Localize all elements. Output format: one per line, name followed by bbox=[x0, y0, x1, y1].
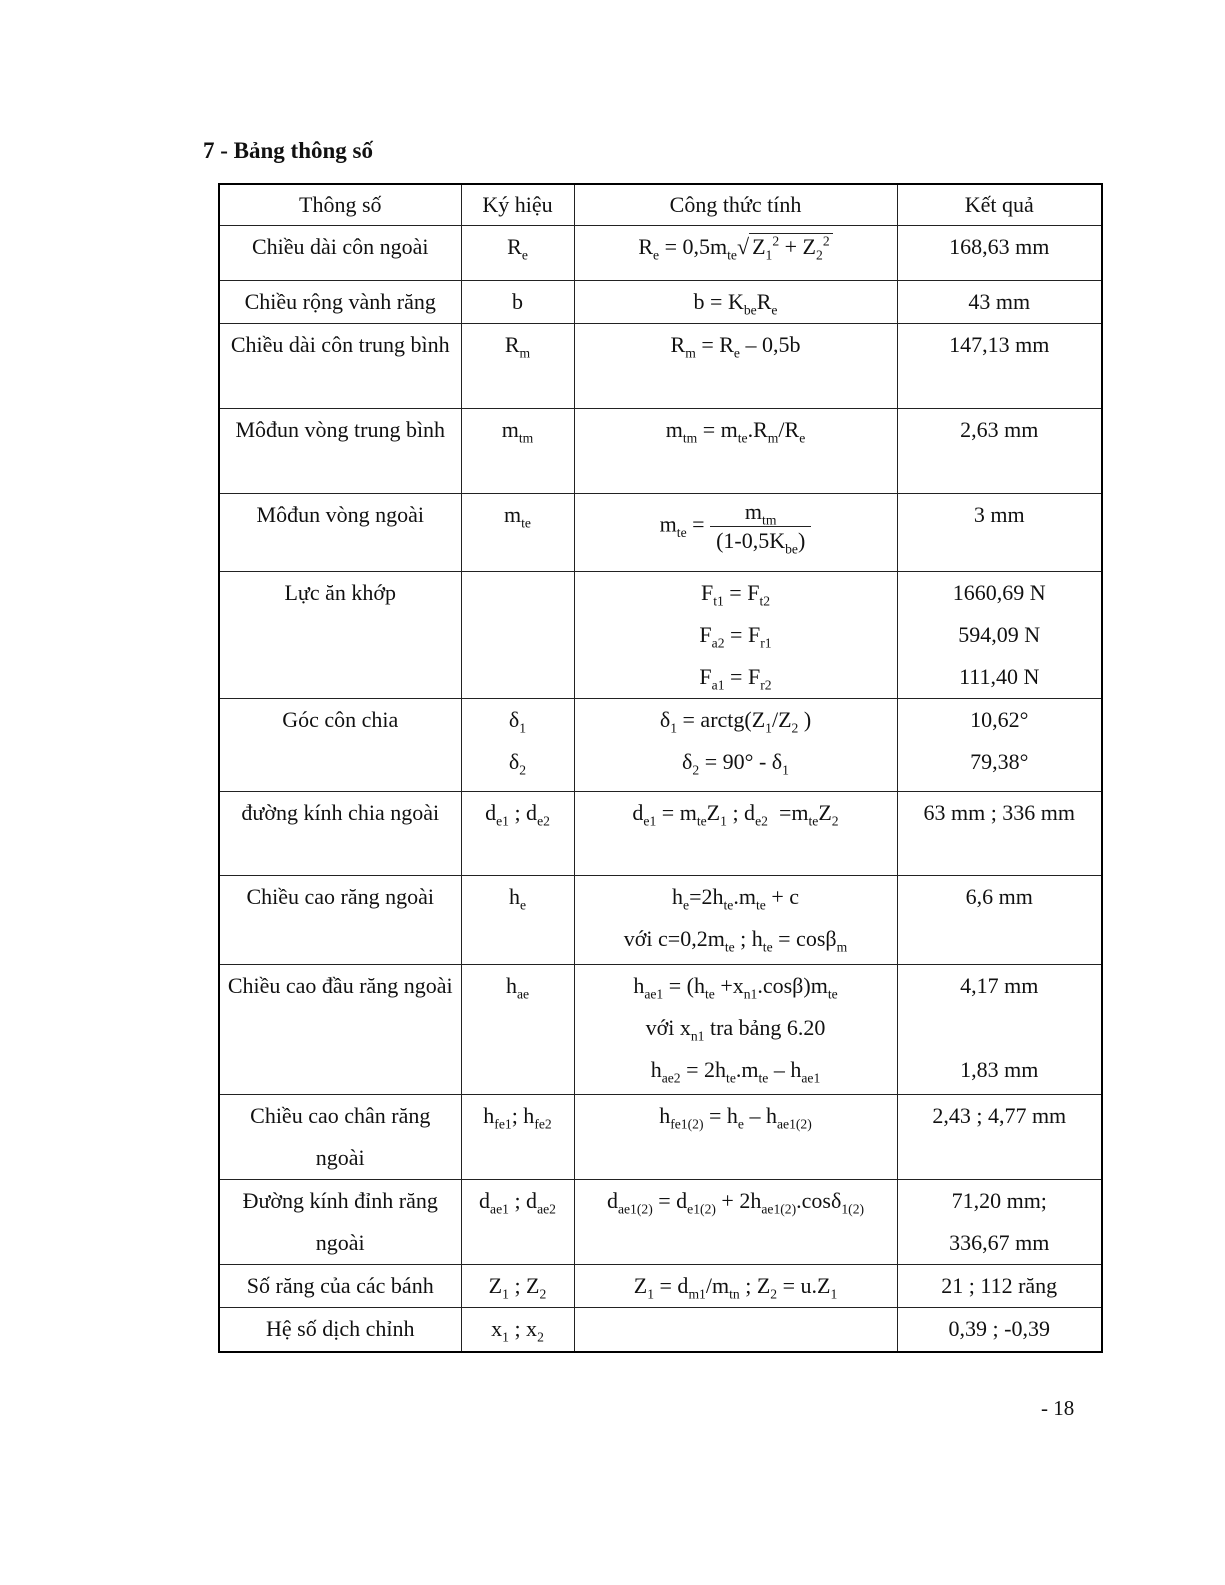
header-parameter: Thông số bbox=[219, 184, 461, 226]
param-symbol: $d_{e1}$ ; $d_{e2}$ bbox=[461, 792, 574, 876]
param-formula: $\delta_1$ = $arctg(Z_1/Z_2$ ) $\delta_2 = 90^\circ - \delta_1$ bbox=[574, 699, 897, 792]
param-name: Chiều cao răng ngoài bbox=[219, 876, 461, 965]
param-name: Lực ăn khớp bbox=[219, 572, 461, 699]
param-name: Chiều dài côn trung bình bbox=[219, 324, 461, 409]
param-name: đường kính chia ngoài bbox=[219, 792, 461, 876]
table-row bbox=[219, 876, 1102, 965]
table-header-row bbox=[219, 184, 1102, 226]
table-row bbox=[219, 965, 1102, 1095]
param-result: 6,6 mm bbox=[897, 876, 1102, 965]
param-symbol: $\delta_1$ $\delta_2$ bbox=[461, 699, 574, 792]
header-formula: Công thức tính bbox=[574, 184, 897, 226]
param-symbol bbox=[461, 572, 574, 699]
param-formula: $h_e=2h_{te}.m_{te} + c$ với $c=0,2m_{te}$ ; $h_{te} = \cos\beta_m$ bbox=[574, 876, 897, 965]
result-line: 111,40 N bbox=[959, 664, 1040, 689]
formula-note: tra bảng 6.20 bbox=[704, 1015, 826, 1040]
table-row bbox=[219, 1308, 1102, 1352]
param-formula: $h_{fe1(2)} = h_e - h_{ae1(2)}$ bbox=[574, 1095, 897, 1180]
param-symbol: $R_e$ bbox=[461, 226, 574, 281]
param-result: 43 mm bbox=[897, 281, 1102, 324]
table-row bbox=[219, 494, 1102, 572]
param-result: 0,39 ; -0,39 bbox=[897, 1308, 1102, 1352]
param-result bbox=[897, 699, 1102, 792]
formula-note: = cosβ bbox=[772, 926, 837, 951]
param-symbol: $x_1$ ; $x_2$ bbox=[461, 1308, 574, 1352]
param-result bbox=[897, 572, 1102, 699]
param-formula bbox=[574, 1308, 897, 1352]
table-row bbox=[219, 1095, 1102, 1180]
result-line: 71,20 mm; bbox=[951, 1188, 1047, 1213]
param-result bbox=[897, 1180, 1102, 1265]
param-symbol: $Z_1$ ; $Z_2$ bbox=[461, 1265, 574, 1308]
table-row bbox=[219, 572, 1102, 699]
result-line: 79,38° bbox=[970, 749, 1029, 774]
table-row bbox=[219, 792, 1102, 876]
param-name: Chiều dài côn ngoài bbox=[219, 226, 461, 281]
param-formula: $d_{ae1(2)} = d_{e1(2)} + 2h_{ae1(2)}.\cos\delta_{1(2)}$ bbox=[574, 1180, 897, 1265]
section-title: 7 - Bảng thông số bbox=[203, 138, 373, 163]
result-line: 1660,69 N bbox=[952, 580, 1046, 605]
param-result: 21 ; 112 răng bbox=[897, 1265, 1102, 1308]
result-line: 594,09 N bbox=[958, 622, 1041, 647]
table-row bbox=[219, 699, 1102, 792]
param-name: Số răng của các bánh bbox=[219, 1265, 461, 1308]
param-result bbox=[897, 965, 1102, 1095]
param-result: 147,13 mm bbox=[897, 324, 1102, 409]
formula-note: với c=0,2m bbox=[623, 926, 725, 951]
param-symbol: $h_{fe1}$; $h_{fe2}$ bbox=[461, 1095, 574, 1180]
table-row bbox=[219, 324, 1102, 409]
param-symbol: b bbox=[461, 281, 574, 324]
param-result: 2,43 ; 4,77 mm bbox=[897, 1095, 1102, 1180]
result-line: 10,62° bbox=[970, 707, 1029, 732]
param-formula: $Z_1 = d_{m1}/m_{tn}$ ; $Z_2 = u.Z_1$ bbox=[574, 1265, 897, 1308]
param-name: Đường kính đỉnh răng ngoài bbox=[219, 1180, 461, 1265]
param-name: Góc côn chia bbox=[219, 699, 461, 792]
table-row bbox=[219, 1265, 1102, 1308]
param-name: Hệ số dịch chỉnh bbox=[219, 1308, 461, 1352]
param-result: 2,63 mm bbox=[897, 409, 1102, 494]
table-row bbox=[219, 226, 1102, 281]
param-symbol: $R_m$ bbox=[461, 324, 574, 409]
param-symbol: $h_e$ bbox=[461, 876, 574, 965]
param-name: Chiều cao chân răng ngoài bbox=[219, 1095, 461, 1180]
param-name: Môđun vòng ngoài bbox=[219, 494, 461, 572]
table-row bbox=[219, 281, 1102, 324]
param-symbol: $m_{tm}$ bbox=[461, 409, 574, 494]
param-formula: $F_{t1} = F_{t2}$ $F_{a2} = F_{r1}$ $F_{a1} = F_{r2}$ bbox=[574, 572, 897, 699]
table-row bbox=[219, 409, 1102, 494]
formula-note: với x bbox=[645, 1015, 691, 1040]
param-symbol: $h_{ae}$ bbox=[461, 965, 574, 1095]
param-formula: $b = K_{be}R_e$ bbox=[574, 281, 897, 324]
param-formula: $d_{e1} = m_{te}Z_1$ ; $d_{e2} =m_{te}Z_2$ bbox=[574, 792, 897, 876]
header-symbol: Ký hiệu bbox=[461, 184, 574, 226]
param-result: 63 mm ; 336 mm bbox=[897, 792, 1102, 876]
param-formula: $m_{tm} = m_{te}.R_m/R_e$ bbox=[574, 409, 897, 494]
page-number: - 18 bbox=[1041, 1396, 1075, 1420]
formula-note: ; h bbox=[734, 926, 763, 951]
result-line: 4,17 mm bbox=[960, 973, 1039, 998]
result-line: 1,83 mm bbox=[960, 1057, 1039, 1082]
param-formula: $m_{te}$ = $\frac{m_{tm}}{(1-0,5K_{be})}$ bbox=[574, 494, 897, 572]
param-symbol: $m_{te}$ bbox=[461, 494, 574, 572]
param-symbol: $d_{ae1}$ ; $d_{ae2}$ bbox=[461, 1180, 574, 1265]
parameter-table bbox=[218, 183, 1103, 1353]
param-formula: $R_m = R_e - 0,5b$ bbox=[574, 324, 897, 409]
param-name: Chiều rộng vành răng bbox=[219, 281, 461, 324]
param-name: Chiều cao đầu răng ngoài bbox=[219, 965, 461, 1095]
param-result: 168,63 mm bbox=[897, 226, 1102, 281]
header-result: Kết quả bbox=[897, 184, 1102, 226]
param-name: Môđun vòng trung bình bbox=[219, 409, 461, 494]
param-formula: $R_e = 0,5m_{te}√$ $Z_1^2 + Z_2^2$ bbox=[574, 226, 897, 281]
result-line: 336,67 mm bbox=[949, 1230, 1050, 1255]
param-result: 3 mm bbox=[897, 494, 1102, 572]
param-formula: $h_{ae1} = (h_{te} +x_{n1}.\cos\beta)m_{te}$ với $x_{n1}$ tra bảng 6.20 $h_{ae2} = 2h_{te}.m_{te} - h_{ae1}$ bbox=[574, 965, 897, 1095]
table-row bbox=[219, 1180, 1102, 1265]
